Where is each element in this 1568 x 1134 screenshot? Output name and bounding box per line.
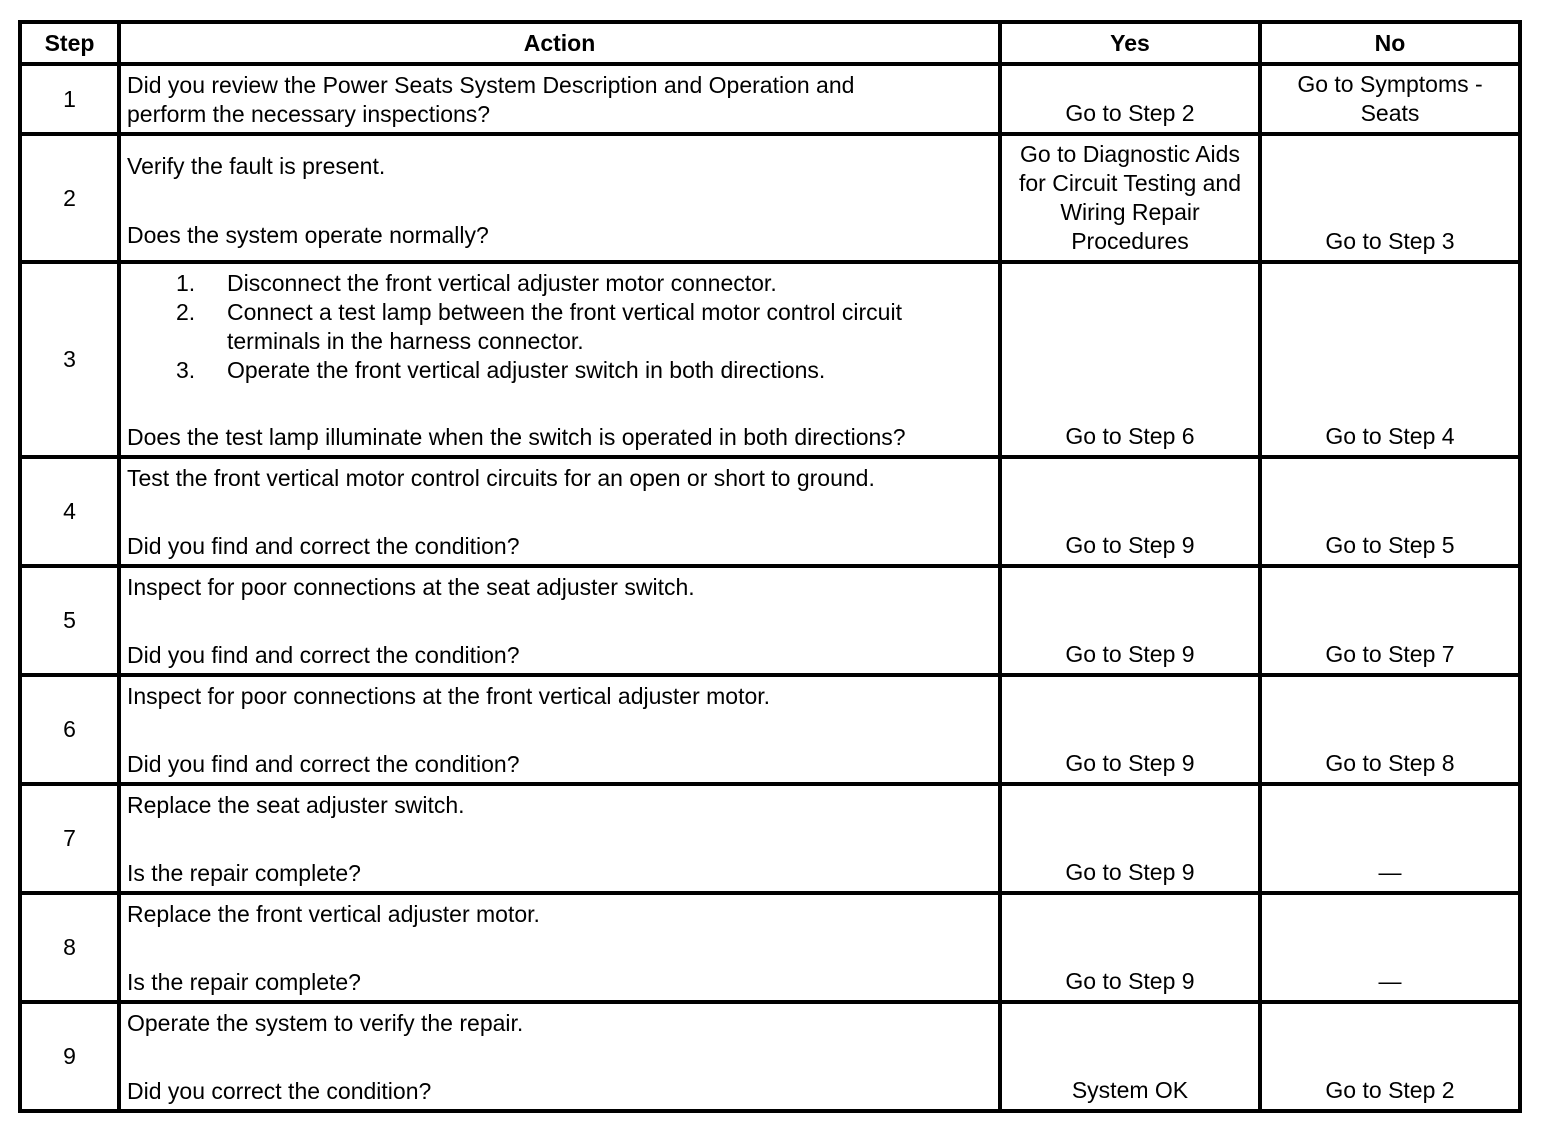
action-cell [119, 262, 1000, 457]
table-row [20, 457, 1520, 566]
action-line: perform the necessary inspections? [127, 101, 491, 127]
yes-result: Go to Step 9 [1000, 675, 1260, 784]
header-yes: Yes [1000, 22, 1260, 64]
yes-result: Go to Step 9 [1000, 457, 1260, 566]
step-number: 8 [20, 893, 119, 1002]
yes-result: Go to Diagnostic Aids for Circuit Testing and Wiring Repair Procedures [1000, 134, 1260, 262]
table-row [20, 893, 1520, 1002]
substep-number: 1. [176, 270, 196, 296]
table-row [20, 1002, 1520, 1111]
table-row [20, 784, 1520, 893]
step-number: 5 [20, 566, 119, 675]
no-result: — [1260, 784, 1520, 893]
header-step: Step [20, 22, 119, 64]
action-instruction: Replace the front vertical adjuster motor. [127, 901, 540, 927]
no-result: Go to Step 4 [1260, 262, 1520, 457]
action-cell [119, 893, 1000, 1002]
yes-result: Go to Step 9 [1000, 893, 1260, 1002]
step-number: 9 [20, 1002, 119, 1111]
substep-text: Disconnect the front vertical adjuster motor connector. [227, 270, 777, 296]
yes-result: Go to Step 9 [1000, 566, 1260, 675]
substep-text: Connect a test lamp between the front vertical motor control circuit terminals in the harness connector. [227, 299, 902, 354]
yes-result: Go to Step 9 [1000, 784, 1260, 893]
action-cell [119, 457, 1000, 566]
step-number: 3 [20, 262, 119, 457]
list-item [127, 269, 992, 298]
table-row [20, 64, 1520, 134]
no-result: Go to Step 2 [1260, 1002, 1520, 1111]
action-question: Did you correct the condition? [127, 1078, 432, 1104]
no-result: Go to Step 5 [1260, 457, 1520, 566]
step-number: 2 [20, 134, 119, 262]
action-question: Did you find and correct the condition? [127, 751, 520, 777]
substep-text: Operate the front vertical adjuster switch in both directions. [227, 357, 826, 383]
action-cell [119, 64, 1000, 134]
action-cell [119, 566, 1000, 675]
yes-result: Go to Step 2 [1000, 64, 1260, 134]
header-action: Action [119, 22, 1000, 64]
substep-number: 3. [176, 357, 196, 383]
action-line: Did you review the Power Seats System Description and Operation and [127, 72, 855, 98]
diagnostic-table [18, 20, 1522, 1113]
action-question: Is the repair complete? [127, 860, 361, 886]
action-instruction: Inspect for poor connections at the seat adjuster switch. [127, 574, 695, 600]
action-instruction: Test the front vertical motor control circuits for an open or short to ground. [127, 465, 875, 491]
action-question: Does the test lamp illuminate when the switch is operated in both directions? [127, 424, 906, 450]
action-instruction: Operate the system to verify the repair. [127, 1010, 524, 1036]
yes-result: System OK [1000, 1002, 1260, 1111]
action-cell [119, 784, 1000, 893]
action-question: Does the system operate normally? [127, 222, 489, 248]
table-row [20, 134, 1520, 262]
no-result: Go to Step 7 [1260, 566, 1520, 675]
action-question: Is the repair complete? [127, 969, 361, 995]
action-instruction: Verify the fault is present. [127, 153, 386, 179]
no-result: Go to Step 3 [1260, 134, 1520, 262]
step-number: 7 [20, 784, 119, 893]
header-row [20, 22, 1520, 64]
step-number: 6 [20, 675, 119, 784]
action-question: Did you find and correct the condition? [127, 642, 520, 668]
list-item [127, 298, 992, 356]
table-row [20, 566, 1520, 675]
header-no: No [1260, 22, 1520, 64]
action-instruction: Inspect for poor connections at the front vertical adjuster motor. [127, 683, 771, 709]
list-item [127, 356, 992, 385]
yes-result: Go to Step 6 [1000, 262, 1260, 457]
no-result: Go to Symptoms - Seats [1260, 64, 1520, 134]
no-result: Go to Step 8 [1260, 675, 1520, 784]
diagnostic-table-container [18, 20, 1522, 1113]
action-cell [119, 1002, 1000, 1111]
no-result: — [1260, 893, 1520, 1002]
step-number: 1 [20, 64, 119, 134]
action-instruction: Replace the seat adjuster switch. [127, 792, 465, 818]
step-number: 4 [20, 457, 119, 566]
table-row [20, 675, 1520, 784]
action-cell [119, 675, 1000, 784]
action-cell [119, 134, 1000, 262]
substep-list [127, 269, 992, 385]
action-question: Did you find and correct the condition? [127, 533, 520, 559]
table-row [20, 262, 1520, 457]
substep-number: 2. [176, 299, 196, 325]
